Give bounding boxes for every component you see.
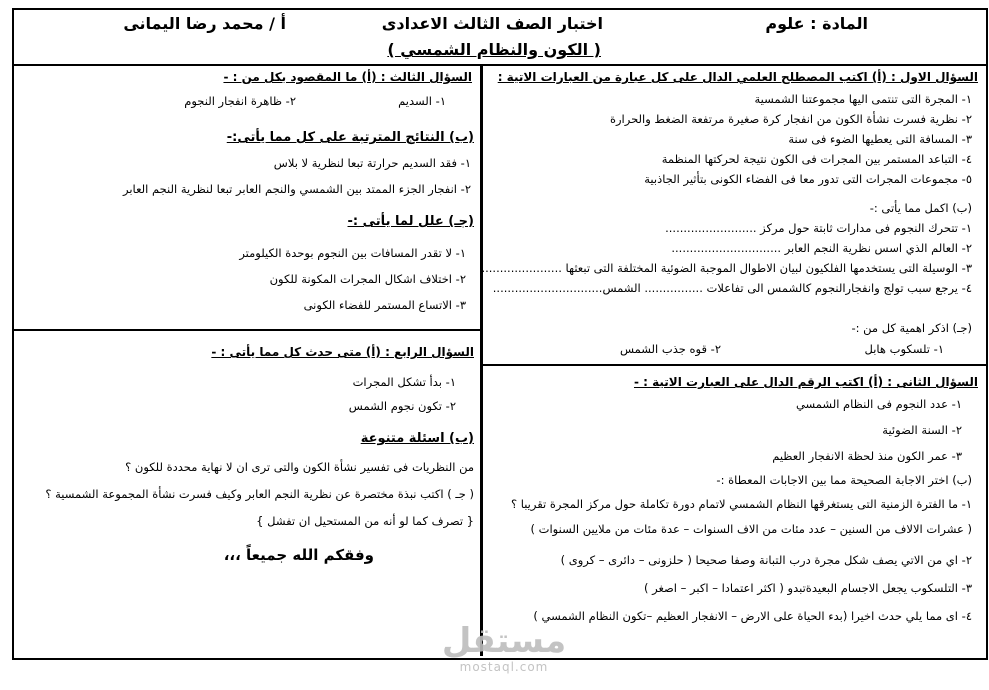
column-divider bbox=[480, 65, 483, 656]
left-section-divider bbox=[12, 329, 482, 331]
q1-b-title: (ب) اكمل مما يأتى :- bbox=[869, 201, 972, 215]
q3-item: ٢- ظاهرة انفجار النجوم bbox=[184, 94, 296, 108]
q4-b-title: (ب) اسئلة متنوعة bbox=[360, 431, 474, 446]
q2-item: ٢- السنة الضوئية bbox=[882, 423, 962, 437]
q1-title: السؤال الاول : (أ) اكتب المصطلح العلمي الدال على كل عبارة من العبارات الاتية : bbox=[497, 70, 978, 84]
unit-title: ( الكون والنظام الشمسي ) bbox=[387, 40, 601, 59]
exam-title: اختبار الصف الثالث الاعدادى bbox=[381, 14, 603, 33]
q3-c-item: ١- لا تقدر المسافات بين النجوم بوحدة الكيلومتر bbox=[239, 246, 466, 260]
q2-b-item: ( عشرات الالاف من السنين – عدد مئات من الاف السنوات – عدة مئات من ملايين السنوات ) bbox=[530, 522, 972, 536]
q4-b-item: ( جـ ) اكتب نبذة مختصرة عن نظرية النجم العابر وكيف فسرت نشأة المجموعة الشمسية ؟ bbox=[45, 487, 474, 501]
q3-b-item: ١- فقد السديم حرارتة تبعا لنظرية لا بلاس bbox=[273, 156, 471, 170]
q3-c-title: (جـ) علل لما يأتى :- bbox=[347, 214, 474, 229]
q1-c-item: ١- تلسكوب هابل bbox=[864, 342, 944, 356]
exam-sheet bbox=[12, 8, 986, 674]
q4-title: السؤال الرابع : (أ) متى حدث كل مما يأتى : - bbox=[211, 345, 474, 359]
q3-c-item: ٣- الاتساع المستمر للفضاء الكونى bbox=[303, 298, 466, 312]
q2-item: ١- عدد النجوم فى النظام الشمسي bbox=[795, 397, 962, 411]
q2-title: السؤال الثانى : (أ) اكتب الرقم الدال على العبارت الاتية : - bbox=[633, 375, 978, 389]
q1-item: ٥- مجموعات المجرات التى تدور معا فى الفضاء الكونى بتأثير الجاذبية bbox=[644, 172, 972, 186]
closing-note: وفقكم الله جميعاً ،،، bbox=[223, 546, 374, 564]
q1-item: ٣- المسافة التى يعطيها الضوء فى سنة bbox=[788, 132, 972, 146]
teacher-name: أ / محمد رضا اليمانى bbox=[123, 14, 286, 33]
watermark-arabic: مستقل bbox=[441, 621, 567, 661]
right-section-divider bbox=[482, 364, 986, 366]
q2-b-item: ٤- اى مما يلي حدث اخيرا (بدء الحياة على الارض – الانفجار العظيم –تكون النظام الشمسي ) bbox=[533, 609, 972, 623]
q4-b-item: من النظريات فى تفسير نشأة الكون والتى ترى ان لا نهاية محددة للكون ؟ bbox=[125, 460, 474, 474]
q3-b-title: (ب) النتائج المترتبة على كل مما يأتى:- bbox=[226, 130, 474, 145]
q1-b-item: ١- تتحرك النجوم فى مدارات ثابتة حول مركز ......................... bbox=[665, 221, 972, 235]
q1-item: ٢- نظرية فسرت نشأة الكون من انفجار كرة صغيرة مرتفعة الضغط والحرارة bbox=[609, 112, 972, 126]
q4-item: ١- بدأ تشكل المجرات bbox=[352, 375, 456, 389]
q2-b-title: (ب) اختر الاجابة الصحيحة مما بين الاجابات المعطاة :- bbox=[716, 473, 972, 487]
site-watermark bbox=[434, 622, 574, 674]
q2-b-item: ٣- التلسكوب يجعل الاجسام البعيدةتبدو ( اكثر اعتمادا – اكبر – اصغر ) bbox=[644, 581, 972, 595]
q4-item: ٢- تكون نجوم الشمس bbox=[348, 399, 456, 413]
q1-b-item: ٢- العالم الذي اسس نظرية النجم العابر .............................. bbox=[671, 241, 972, 255]
subject-label: المادة : علوم bbox=[765, 14, 868, 33]
q1-c-item: ٢- قوه جذب الشمس bbox=[619, 342, 721, 356]
header-divider bbox=[12, 64, 986, 66]
q1-item: ١- المجرة التى تنتمى اليها مجموعتنا الشمسية bbox=[754, 92, 972, 106]
watermark-latin: mostaql.com bbox=[459, 660, 549, 674]
q4-b-item: { تصرف كما لو أنه من المستحيل ان تفشل } bbox=[256, 514, 474, 528]
q3-c-item: ٢- اختلاف اشكال المجرات المكونة للكون bbox=[269, 272, 466, 286]
q2-item: ٣- عمر الكون منذ لحظة الانفجار العظيم bbox=[772, 449, 962, 463]
q3-b-item: ٢- انفجار الجزء الممتد بين الشمسي والنجم العابر تبعا لنظرية النجم العابر bbox=[123, 182, 471, 196]
q2-b-item: ٢- اي من الاتي يصف شكل مجرة درب التبانة وصفا صحيحا ( حلزونى – دائرى – كروى ) bbox=[560, 553, 972, 567]
q3-item: ١- السديم bbox=[398, 94, 446, 108]
q1-b-item: ٣- الوسيلة التى يستخدمها الفلكيون لبيان الاطوال الموجبة الضوئية المختلفة التى تبعثها ...................... bbox=[481, 261, 972, 275]
q1-c-title: (جـ) اذكر اهمية كل من :- bbox=[851, 321, 972, 335]
q1-b-item: ٤- يرجع سبب تولج وانفجارالنجوم كالشمس الى تفاعلات ................ الشمس.............................. bbox=[492, 281, 972, 295]
q1-item: ٤- التباعد المستمر بين المجرات فى الكون نتيجة لحركتها المنظمة bbox=[661, 152, 972, 166]
q2-b-item: ١- ما الفترة الزمنية التى يستغرقها النظام الشمسي لاتمام دورة تكاملة حول مركز المجرة تقريبا ؟ bbox=[510, 497, 972, 511]
q3-title: السؤال الثالث : (أ) ما المقصود بكل من : - bbox=[223, 70, 472, 84]
